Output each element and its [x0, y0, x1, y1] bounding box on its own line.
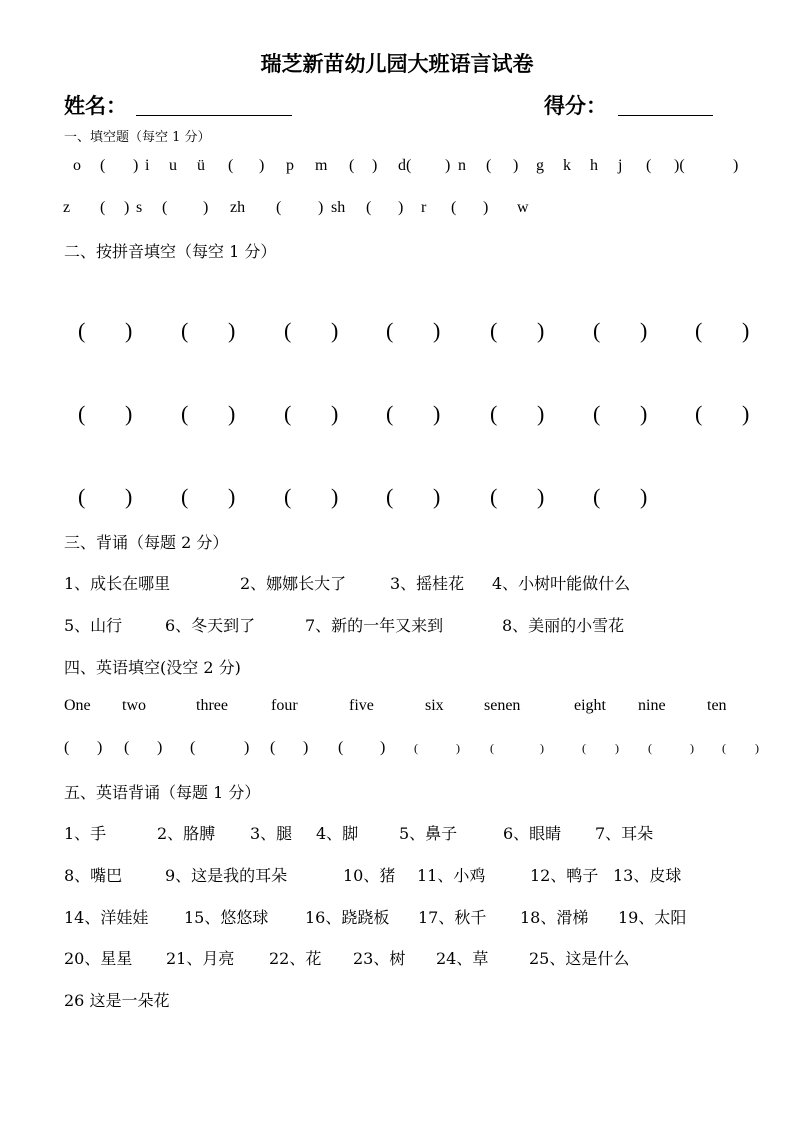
blank-paren-close: ) [742, 318, 750, 343]
section3-heading: 三、背诵（每题 2 分） [64, 533, 229, 552]
blank-paren-close: ) [690, 741, 694, 755]
blank-paren-close: ) [380, 739, 386, 756]
blank-paren-open: ( [593, 401, 601, 426]
pinyin-token: ) [318, 199, 324, 216]
pinyin-token: m [315, 157, 328, 174]
blank-paren-close: ) [433, 318, 441, 343]
pinyin-token: p [286, 157, 294, 174]
blank-paren-open: ( [490, 318, 498, 343]
pinyin-token: j [618, 157, 623, 174]
blank-paren-close: ) [125, 401, 133, 426]
english-recite-item: 17、秋千 [418, 908, 487, 927]
pinyin-answer-blank[interactable] [296, 405, 331, 427]
english-recite-item: 21、月亮 [166, 949, 235, 968]
section5-heading: 五、英语背诵（每题 1 分） [64, 783, 261, 802]
pinyin-answer-blank[interactable] [193, 405, 228, 427]
english-recite-item: 1、手 [64, 824, 107, 843]
blank-paren-close: ) [303, 739, 309, 756]
pinyin-token: ( [646, 157, 652, 174]
pinyin-token: ) [124, 199, 130, 216]
pinyin-token: ( [366, 199, 372, 216]
english-recite-item: 13、皮球 [613, 866, 682, 885]
pinyin-token: u [169, 157, 177, 174]
score-label: 得分： [544, 93, 607, 118]
recite-item: 6、冬天到了 [165, 616, 256, 635]
pinyin-token: ( [162, 199, 168, 216]
english-word: ten [707, 697, 727, 714]
blank-paren-open: ( [78, 318, 86, 343]
pinyin-token: i [145, 157, 150, 174]
blank-paren-open: ( [648, 741, 652, 755]
pinyin-answer-blank[interactable] [90, 405, 125, 427]
page-title: 瑞芝新苗幼儿园大班语言试卷 [260, 51, 534, 76]
blank-paren-open: ( [181, 401, 189, 426]
pinyin-token: ) [513, 157, 519, 174]
pinyin-token: sh [331, 199, 346, 216]
blank-paren-close: ) [125, 484, 133, 509]
pinyin-token: ) [372, 157, 378, 174]
blank-paren-close: ) [615, 741, 619, 755]
pinyin-answer-blank[interactable] [296, 488, 331, 510]
blank-paren-close: ) [742, 401, 750, 426]
pinyin-answer-blank[interactable] [605, 322, 640, 344]
blank-paren-close: ) [433, 484, 441, 509]
pinyin-answer-blank[interactable] [502, 322, 537, 344]
pinyin-token: ) [445, 157, 451, 174]
blank-paren-open: ( [78, 401, 86, 426]
pinyin-token: ) [733, 157, 739, 174]
blank-paren-open: ( [490, 741, 494, 755]
pinyin-token: ( [100, 157, 106, 174]
english-recite-item: 22、花 [269, 949, 322, 968]
pinyin-token: h [590, 157, 598, 174]
blank-paren-close: ) [640, 484, 648, 509]
english-recite-item: 10、猪 [343, 866, 396, 885]
pinyin-token: ) [259, 157, 265, 174]
blank-paren-open: ( [386, 318, 394, 343]
recite-item: 3、摇桂花 [390, 574, 465, 593]
blank-paren-close: ) [331, 318, 339, 343]
pinyin-token: g [536, 157, 544, 174]
blank-paren-close: ) [640, 401, 648, 426]
pinyin-answer-blank[interactable] [90, 322, 125, 344]
blank-paren-open: ( [414, 741, 418, 755]
blank-paren-close: ) [537, 318, 545, 343]
blank-paren-open: ( [695, 401, 703, 426]
english-recite-item: 16、跷跷板 [305, 908, 390, 927]
blank-paren-open: ( [695, 318, 703, 343]
english-recite-item: 26 这是一朵花 [64, 991, 170, 1010]
blank-paren-open: ( [593, 484, 601, 509]
pinyin-token: ) [203, 199, 209, 216]
blank-paren-close: ) [228, 318, 236, 343]
blank-paren-open: ( [181, 484, 189, 509]
english-recite-item: 25、这是什么 [529, 949, 630, 968]
pinyin-token: ( [100, 199, 106, 216]
english-recite-item: 8、嘴巴 [64, 866, 123, 885]
pinyin-answer-blank[interactable] [398, 322, 433, 344]
pinyin-token: ( [228, 157, 234, 174]
blank-paren-open: ( [338, 739, 344, 756]
blank-paren-close: ) [537, 401, 545, 426]
english-recite-item: 7、耳朵 [595, 824, 654, 843]
blank-paren-open: ( [78, 484, 86, 509]
english-word: six [425, 697, 444, 714]
name-blank[interactable] [136, 115, 292, 116]
score-blank[interactable] [618, 115, 713, 116]
blank-paren-close: ) [537, 484, 545, 509]
english-recite-item: 20、星星 [64, 949, 133, 968]
blank-paren-close: ) [228, 484, 236, 509]
pinyin-token: n [458, 157, 466, 174]
blank-paren-close: ) [540, 741, 544, 755]
pinyin-token: k [563, 157, 571, 174]
pinyin-token: w [517, 199, 529, 216]
pinyin-answer-blank[interactable] [707, 322, 742, 344]
english-recite-item: 12、鸭子 [530, 866, 599, 885]
pinyin-answer-blank[interactable] [193, 488, 228, 510]
blank-paren-close: ) [125, 318, 133, 343]
pinyin-token: s [136, 199, 143, 216]
pinyin-token: ( [276, 199, 282, 216]
english-recite-item: 15、悠悠球 [184, 908, 269, 927]
pinyin-token: ( [349, 157, 355, 174]
blank-paren-close: ) [157, 739, 163, 756]
recite-item: 2、娜娜长大了 [240, 574, 347, 593]
english-recite-item: 9、这是我的耳朵 [165, 866, 288, 885]
blank-paren-open: ( [190, 739, 196, 756]
english-recite-item: 19、太阳 [618, 908, 687, 927]
english-word: four [271, 697, 298, 714]
pinyin-token: r [421, 199, 427, 216]
pinyin-answer-blank[interactable] [296, 322, 331, 344]
blank-paren-close: ) [433, 401, 441, 426]
pinyin-answer-blank[interactable] [707, 405, 742, 427]
pinyin-token: )( [674, 157, 685, 174]
recite-item: 7、新的一年又来到 [305, 616, 444, 635]
blank-paren-open: ( [124, 739, 130, 756]
blank-paren-close: ) [640, 318, 648, 343]
english-word: senen [484, 697, 521, 714]
blank-paren-open: ( [386, 484, 394, 509]
english-recite-item: 14、洋娃娃 [64, 908, 149, 927]
recite-item: 8、美丽的小雪花 [502, 616, 625, 635]
pinyin-answer-blank[interactable] [502, 488, 537, 510]
pinyin-token: ) [398, 199, 404, 216]
english-recite-item: 5、鼻子 [399, 824, 458, 843]
blank-paren-open: ( [64, 739, 70, 756]
recite-item: 1、成长在哪里 [64, 574, 171, 593]
blank-paren-open: ( [181, 318, 189, 343]
english-word: five [349, 697, 374, 714]
blank-paren-close: ) [97, 739, 103, 756]
blank-paren-open: ( [722, 741, 726, 755]
pinyin-answer-blank[interactable] [398, 488, 433, 510]
blank-paren-open: ( [490, 484, 498, 509]
english-recite-item: 3、腿 [250, 824, 293, 843]
recite-item: 5、山行 [64, 616, 123, 635]
english-word: three [196, 697, 228, 714]
blank-paren-open: ( [284, 401, 292, 426]
pinyin-token: ) [133, 157, 139, 174]
blank-paren-open: ( [593, 318, 601, 343]
english-recite-item: 4、脚 [316, 824, 359, 843]
pinyin-token: ) [483, 199, 489, 216]
pinyin-token: d( [398, 157, 412, 174]
section2-heading: 二、按拼音填空（每空 1 分） [64, 242, 277, 261]
pinyin-answer-blank[interactable] [605, 488, 640, 510]
blank-paren-close: ) [228, 401, 236, 426]
blank-paren-open: ( [284, 318, 292, 343]
pinyin-answer-blank[interactable] [398, 405, 433, 427]
blank-paren-open: ( [270, 739, 276, 756]
blank-paren-open: ( [386, 401, 394, 426]
english-recite-item: 23、树 [353, 949, 406, 968]
blank-paren-close: ) [456, 741, 460, 755]
english-recite-item: 6、眼睛 [503, 824, 562, 843]
pinyin-answer-blank[interactable] [502, 405, 537, 427]
blank-paren-close: ) [244, 739, 250, 756]
blank-paren-open: ( [490, 401, 498, 426]
section1-heading: 一、填空题（每空 1 分） [64, 130, 211, 145]
pinyin-answer-blank[interactable] [193, 322, 228, 344]
section4-heading: 四、英语填空(没空 2 分) [64, 658, 241, 677]
pinyin-token: ( [486, 157, 492, 174]
pinyin-answer-blank[interactable] [605, 405, 640, 427]
pinyin-token: zh [230, 199, 246, 216]
english-recite-item: 24、草 [436, 949, 489, 968]
pinyin-token: z [63, 199, 71, 216]
blank-paren-open: ( [582, 741, 586, 755]
english-word: One [64, 697, 91, 714]
english-recite-item: 11、小鸡 [417, 866, 486, 885]
blank-paren-close: ) [331, 401, 339, 426]
recite-item: 4、小树叶能做什么 [492, 574, 631, 593]
english-word: two [122, 697, 146, 714]
english-word: eight [574, 697, 606, 714]
blank-paren-close: ) [331, 484, 339, 509]
name-label: 姓名： [64, 93, 127, 118]
blank-paren-open: ( [284, 484, 292, 509]
english-word: nine [638, 697, 666, 714]
english-recite-item: 2、胳膊 [157, 824, 216, 843]
pinyin-answer-blank[interactable] [90, 488, 125, 510]
pinyin-token: ü [197, 157, 205, 174]
blank-paren-close: ) [755, 741, 759, 755]
english-recite-item: 18、滑梯 [520, 908, 589, 927]
pinyin-token: ( [451, 199, 457, 216]
pinyin-token: o [73, 157, 81, 174]
